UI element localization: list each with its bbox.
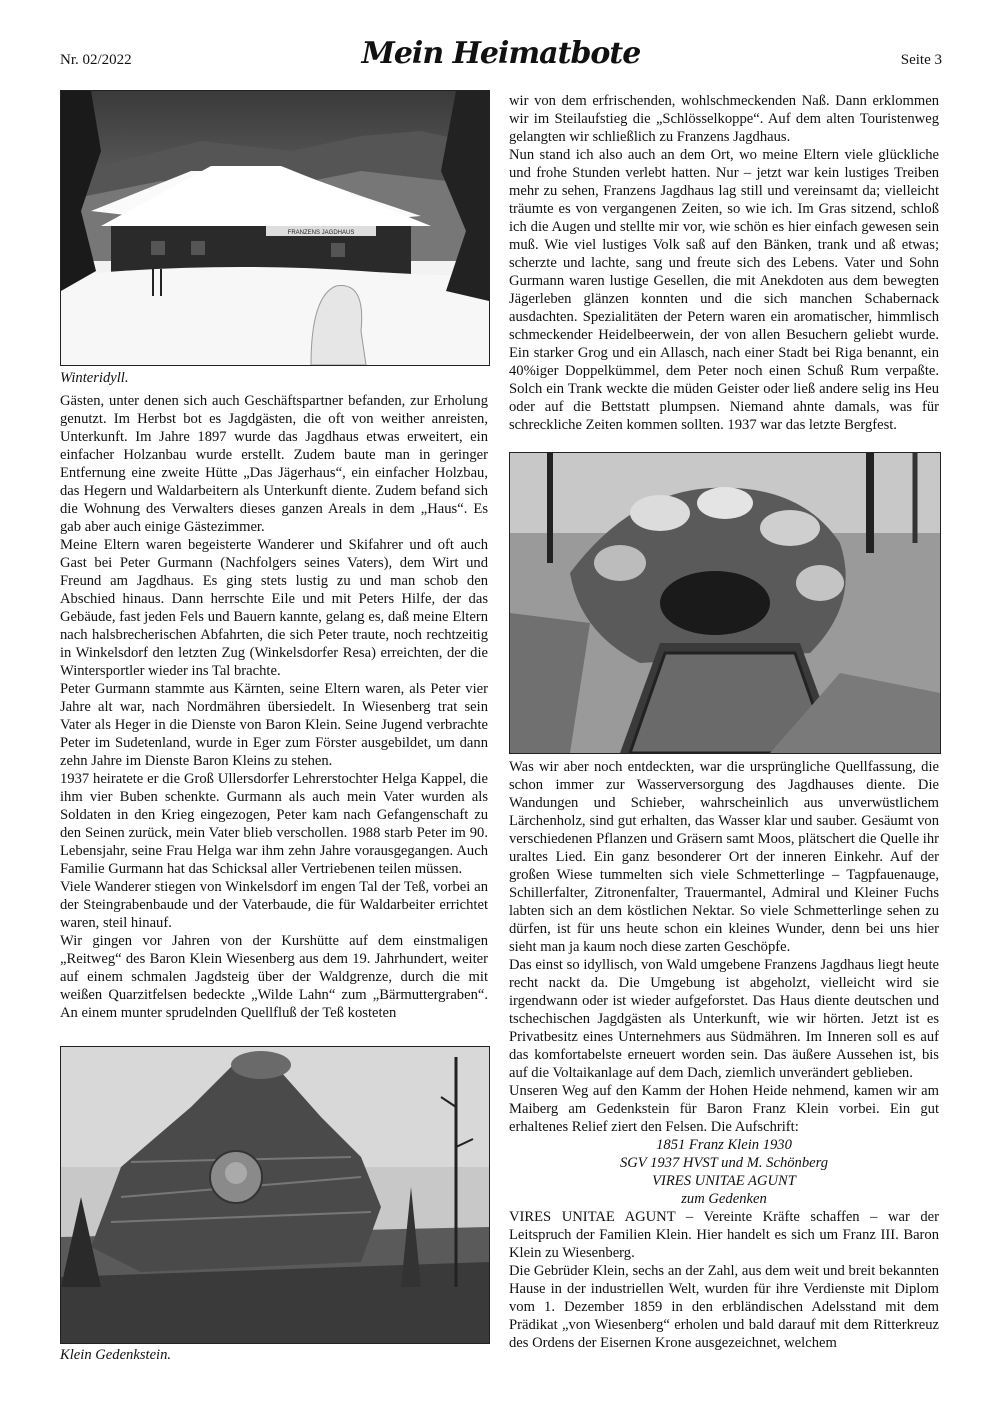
page-header (60, 36, 942, 76)
paragraph: Viele Wanderer stiegen von Winkelsdorf im engen Tal der Teß, vorbei an der Steingrabenbaude und der Vaterbaude, die für Waldarbeiter errichtet waren, steil hinauf. (60, 879, 488, 931)
paragraph: Wir gingen vor Jahren von der Kurshütte auf dem einstmaligen „Reitweg“ des Baron Klein Wiesenberg aus dem 19. Jahrhundert, weiter auf einem schmalen Jagdsteig über der Waldgrenze, durch die mit weißen Quarzitfelsen bedeckte „Wilde Lahn“ zum „Bärmuttergraben“. An einem munter sprudelnden Quellfluß der Teß kosteten (60, 933, 488, 1021)
paragraph: Meine Eltern waren begeisterte Wanderer und Skifahrer und oft auch Gast bei Peter Gurmann (Nachfolgers seines Vaters), dem Wirt und Freund am Jagdhaus. Es ging stets lustig zu und man schob den Abschied hinaus. Dann herrschte Eile und mit Peters Hilfe, der das Gebäude, fast jeden Fels und Bauern kannte, gelang es, daß meine Eltern nach halsbrecherischen Abfahrten, die sich Peter traute, noch rechtzeitig in Winkelsdorf den letzten Zug (Winkelsdorfer Resa) erreichten, der die Wintersportler wieder ins Tal brachte. (60, 537, 488, 679)
spring-enclosure-photo (509, 452, 941, 754)
paragraph: Nun stand ich also auch an dem Ort, wo meine Eltern viele glückliche und frohe Stunden verlebt hatten. Nur – jetzt war kein lustiges Treiben mehr zu sehen, Franzens Jagdhaus lag still und vereinsamt da; vielleicht träumte es von vergangenen Zeiten, so wie ich. Im Gras sitzend, schloß ich die Augen und stellte mir vor, wie schön es hier einfach gewesen sein muß. Wie viel lustiges Volk saß auf den Bänken, trank und aß etwas; scherzte und lachte, sang und freute sich des Lebens. Vater und Sohn Gurmann waren lustige Gesellen, die mit Anekdoten aus dem bewegten Jägerleben glänzen konnten und die sich manchen Schabernack ausdachten. Spezialitäten der Petern waren ein aromatischer, himmlisch schmeckender Heidelbeerwein, der von allen Besuchern geliebt wurde. Ein starker Grog und ein Allasch, nach einer Stadt bei Riga benannt, ein 40%iger Doppelkümmel, dem Peter noch einen Schuß Rum verpaßte. Solch ein Trank weckte die müden Geister oder ließ andere selig ins Heu oder auf die Bettstatt plumpsen. Niemand ahnte damals, was für schreckliche Zeiten kommen sollten. 1937 war das letzte Bergfest. (509, 147, 939, 433)
paragraph: Das einst so idyllisch, von Wald umgebene Franzens Jagdhaus liegt heute recht nackt da. Die Umgebung ist abgeholzt, vielleicht wird sie irgendwann oder ist wieder aufgeforstet. Das Haus diente deutschen und tschechischen Jagdgästen als Unterkunft, wie wir hörten. Jetzt ist es Privatbesitz eines Unternehmers aus Südmähren. Im Inneren soll es auf das komfortabelste erneuert worden sein. Das äußere Aussehen ist, bis auf die Voltaikanlage auf dem Dach, ziemlich unverändert geblieben. (509, 957, 939, 1081)
inscription-line: VIRES UNITAE AGUNT (652, 1173, 796, 1189)
spring-enclosure-image (510, 453, 940, 753)
paragraph: Was wir aber noch entdeckten, war die ursprüngliche Quellfassung, die schon immer zur Wasserversorgung des Jagdhauses diente. Die Wandungen und Schieber, wahrscheinlich aus unverwüstlichem Lärchenholz, sind gut erhalten, das Wasser klar und sauber. Gesäumt von verschiedenen Pflanzen und Gräsern samt Moos, plätschert die Quelle ihr uraltes Lied. Ein ganz besonderer Ort der inneren Einkehr. Auf der großen Wiese tummelten sich viele Schmetterlinge – Tagpfauenauge, Schillerfalter, Zitronenfalter, Trauermantel, Admiral und Kleiner Fuchs labten sich an dem köstlichen Nektar. So viele Schmetterlinge sehen zu dürfen, ist für uns heute schon ein kleines Wunder, denn bei uns hier sieht man ja kaum noch diese zarten Geschöpfe. (509, 759, 939, 955)
masthead-logo: Mein Heimatbote (361, 36, 641, 71)
winter-lodge-photo (60, 90, 490, 366)
inscription-line: SGV 1937 HVST und M. Schönberg (619, 1155, 829, 1171)
paragraph: Gästen, unter denen sich auch Geschäftspartner befanden, zur Erholung genutzt. Im Herbst bot es Jagdgästen, die oft von weither anreisten, Unterkunft. Im Jahre 1897 wurde das Jagdhaus etwas erweitert, ein einfacher Holzanbau wurde erstellt. Zudem baute man in geringer Entfernung eine zweite Hütte „Das Jägerhaus“, ein einfacher Holzbau, das Hegern und Waldarbeitern als Unterkunft diente. Zudem befand sich die Wohnung des Verwalters dieses ganzen Areals in dem „Haus“. Es gab aber auch einige Gästezimmer. (60, 393, 488, 535)
photo-caption-winter: Winteridyll. (60, 370, 129, 386)
inscription-line: 1851 Franz Klein 1930 (656, 1137, 792, 1153)
photo-caption-memorial: Klein Gedenkstein. (60, 1347, 172, 1363)
right-column-top (509, 92, 939, 434)
paragraph: Unseren Weg auf den Kamm der Hohen Heide nehmend, kamen wir am Maiberg am Gedenkstein für Baron Franz Klein vorbei. Ein gut erhaltenes Relief ziert den Felsen. Die Aufschrift: (509, 1083, 939, 1135)
memorial-stone-photo (60, 1046, 490, 1344)
page-number: Seite 3 (900, 52, 942, 68)
right-column-bottom (509, 758, 939, 1352)
paragraph: Peter Gurmann stammte aus Kärnten, seine Eltern waren, als Peter vier Jahre alt war, nach Nordmähren übersiedelt. In Wiesenberg trat sein Vater als Heger in die Dienste von Baron Klein. Seine Jugend verbrachte Peter im Sudetenland, wurde in Eger zum Förster ausgebildet, um dann zehn Jahre im Dienste Baron Kleins zu stehen. (60, 681, 488, 769)
issue-number: Nr. 02/2022 (60, 52, 132, 68)
left-column (60, 392, 488, 1022)
paragraph: wir von dem erfrischenden, wohlschmeckenden Naß. Dann erklommen wir im Steilaufstieg die „Schlösselkoppe“. Auf dem alten Touristenweg gelangten wir schließlich zu Franzens Jagdhaus. (509, 93, 939, 145)
inscription-line: zum Gedenken (681, 1191, 767, 1207)
paragraph: VIRES UNITAE AGUNT – Vereinte Kräfte schaffen – war der Leitspruch der Familien Klein. Hier handelt es sich um Franz III. Baron Klein zu Wiesenberg. (509, 1209, 939, 1261)
memorial-stone-image (61, 1047, 489, 1343)
paragraph: 1937 heiratete er die Groß Ullersdorfer Lehrerstochter Helga Kappel, die ihm vier Buben schenkte. Gurmann als auch mein Vater wurden als Soldaten in den Krieg eingezogen, Peter kam nach Gefangenschaft zu den Seinen zurück, mein Vater blieb verschollen. 1988 starb Peter im 90. Lebensjahr, seine Frau Helga war ihm zehn Jahre vorausgegangen. Auch Familie Gurmann hat das Schicksal aller Vertriebenen teilen müssen. (60, 771, 488, 877)
paragraph: Die Gebrüder Klein, sechs an der Zahl, aus dem weit und breit bekannten Hause in der industriellen Welt, wurden für ihre Verdienste mit Diplom vom 1. Dezember 1859 in den erbländischen Adelsstand mit dem Prädikat „von Wiesenberg“ erholen und bald darauf mit dem Ritterkreuz des Ordens der Eisernen Krone ausgezeichnet, welchem (509, 1263, 939, 1351)
lodge-sign: FRANZENS JAGDHAUS (287, 230, 355, 236)
winter-lodge-image (61, 91, 489, 365)
